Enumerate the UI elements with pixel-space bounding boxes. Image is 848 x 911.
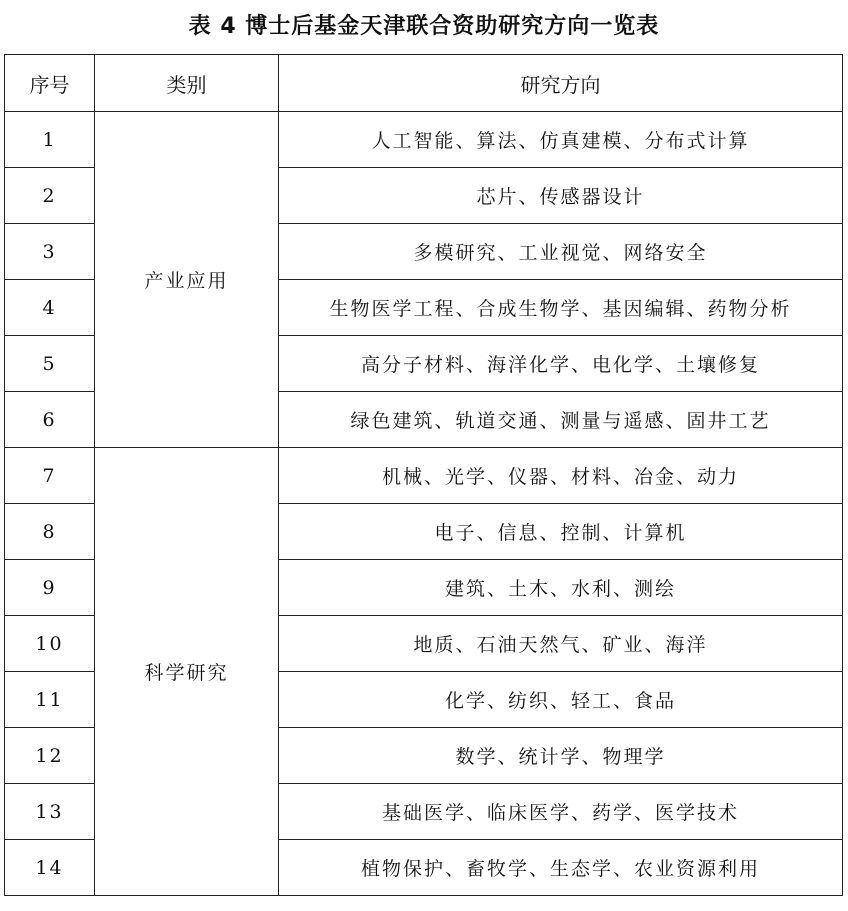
row-no: 7 [5, 448, 95, 504]
row-no: 13 [5, 784, 95, 840]
header-direction: 研究方向 [279, 55, 843, 112]
row-direction: 数学、统计学、物理学 [279, 728, 843, 784]
row-no: 2 [5, 168, 95, 224]
row-direction: 化学、纺织、轻工、食品 [279, 672, 843, 728]
row-direction: 多模研究、工业视觉、网络安全 [279, 224, 843, 280]
row-direction: 电子、信息、控制、计算机 [279, 504, 843, 560]
row-no: 5 [5, 336, 95, 392]
row-direction: 芯片、传感器设计 [279, 168, 843, 224]
row-direction: 人工智能、算法、仿真建模、分布式计算 [279, 112, 843, 168]
row-direction: 生物医学工程、合成生物学、基因编辑、药物分析 [279, 280, 843, 336]
row-no: 10 [5, 616, 95, 672]
row-no: 14 [5, 840, 95, 896]
row-direction: 绿色建筑、轨道交通、测量与遥感、固井工艺 [279, 392, 843, 448]
table-header [5, 55, 843, 112]
row-direction: 机械、光学、仪器、材料、冶金、动力 [279, 448, 843, 504]
row-no: 11 [5, 672, 95, 728]
row-no: 6 [5, 392, 95, 448]
row-no: 1 [5, 112, 95, 168]
table-title: 表 4 博士后基金天津联合资助研究方向一览表 [188, 14, 660, 39]
row-no: 12 [5, 728, 95, 784]
category-cell: 科学研究 [95, 448, 279, 896]
header-category: 类别 [95, 55, 279, 112]
table-row [5, 448, 843, 504]
header-no: 序号 [5, 55, 95, 112]
category-cell: 产业应用 [95, 112, 279, 448]
row-direction: 植物保护、畜牧学、生态学、农业资源利用 [279, 840, 843, 896]
row-direction: 建筑、土木、水利、测绘 [279, 560, 843, 616]
row-no: 4 [5, 280, 95, 336]
row-direction: 基础医学、临床医学、药学、医学技术 [279, 784, 843, 840]
row-direction: 高分子材料、海洋化学、电化学、土壤修复 [279, 336, 843, 392]
research-directions-table [4, 54, 843, 896]
row-no: 9 [5, 560, 95, 616]
table-body [5, 112, 843, 896]
row-direction: 地质、石油天然气、矿业、海洋 [279, 616, 843, 672]
row-no: 8 [5, 504, 95, 560]
header-row [5, 55, 843, 112]
table-row [5, 112, 843, 168]
row-no: 3 [5, 224, 95, 280]
